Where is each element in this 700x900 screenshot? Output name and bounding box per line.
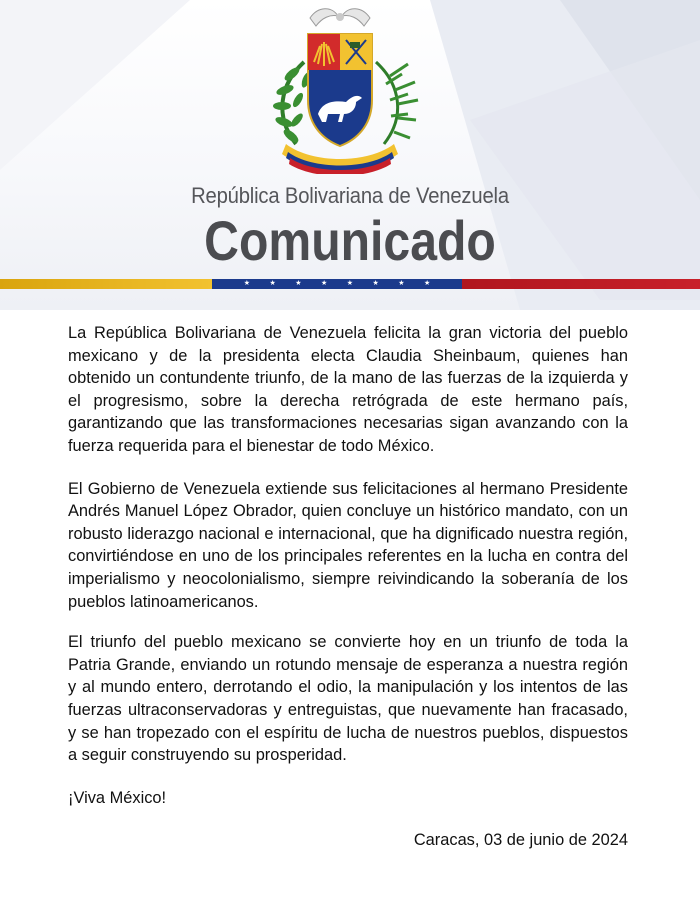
country-name: República Bolivariana de Venezuela (191, 183, 509, 208)
paragraph-3: El triunfo del pueblo mexicano se convierte hoy en un triunfo de toda la Patria Grande, enviando un rotundo mensaje de esperanza a nuestra región y al mundo entero, derrotando el odio, la manipulación y los intentos de las fuerzas ultraconservadoras y entreguistas, que nuevamente han fracasado, y se han tropezado con el espíritu de lucha de nuestros pueblos, dispuestos a seguir construyendo su prosperidad. (68, 633, 628, 765)
coat-of-arms-icon (252, 4, 428, 174)
star-icon: ★ (346, 280, 354, 287)
stripe-blue (212, 279, 462, 289)
stripe-yellow (0, 279, 212, 289)
star-icon: ★ (320, 280, 328, 287)
stars-row (212, 279, 462, 289)
flag-stripe (0, 279, 700, 289)
star-icon: ★ (372, 280, 379, 287)
paragraph-1: La República Bolivariana de Venezuela felicita la gran victoria del pueblo mexicano y de la presidenta electa Claudia Sheinbaum, quienes han obtenido un contundente triunfo, de la mano de las fuerzas de la izquierda y el progresismo, sobre la derecha retrógrada de este hermano país, garantizando que las transformaciones necesarias sigan avanzando con la fuerza requerida para el bienestar de todo México. (68, 324, 628, 455)
star-icon: ★ (243, 280, 251, 287)
page-title: Comunicado (204, 209, 496, 272)
star-icon: ★ (398, 280, 405, 287)
letterhead (0, 0, 700, 310)
statement-body (68, 322, 628, 872)
star-icon: ★ (295, 280, 302, 287)
star-icon: ★ (423, 280, 431, 287)
place-and-date: Caracas, 03 de junio de 2024 (413, 831, 628, 850)
star-icon: ★ (269, 280, 276, 287)
paragraph-2: El Gobierno de Venezuela extiende sus felicitaciones al hermano Presidente Andrés Manuel López Obrador, quien concluye un histórico mandato, con un robusto liderazgo nacional e internacional, que ha dignificado nuestra región, convirtiéndose en uno de los principales referentes en la lucha en contra del imperialismo y neocolonialismo, siempre reivindicando la soberanía de los pueblos latinoamericanos. (68, 479, 628, 611)
stripe-red (462, 279, 700, 289)
closing-line: ¡Viva México! (68, 788, 167, 807)
